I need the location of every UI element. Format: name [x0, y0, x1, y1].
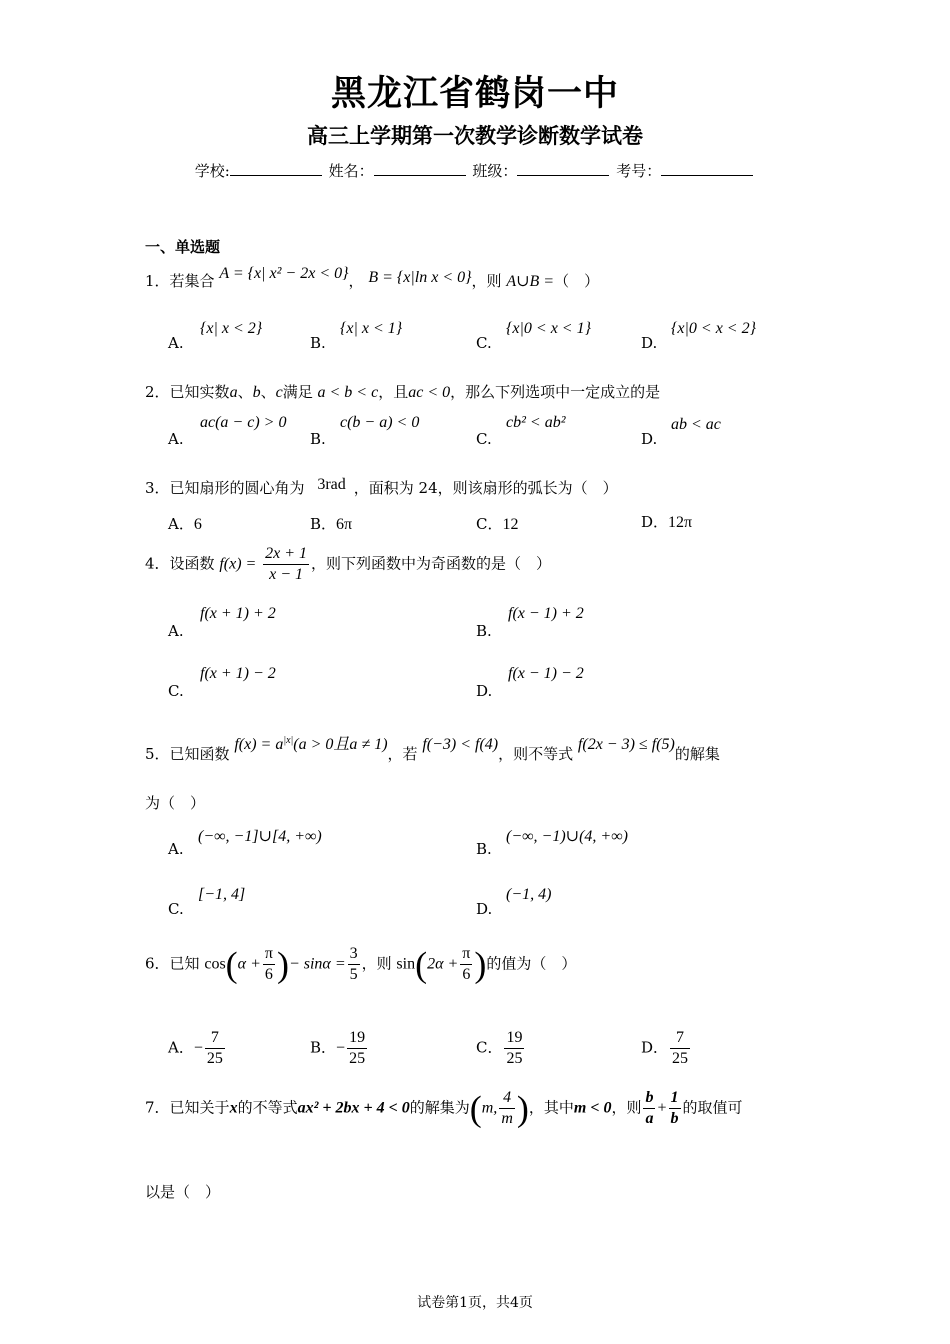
q5-option-d[interactable]: D. — [476, 900, 493, 918]
q4-option-b-content: f(x − 1) + 2 — [508, 605, 584, 622]
q1-option-a[interactable]: A. — [168, 334, 184, 352]
q5-option-c-content: [−1, 4] — [198, 886, 246, 903]
question-5-continued: 为（ ） — [145, 794, 206, 812]
q4-option-d-content: f(x − 1) − 2 — [508, 665, 584, 682]
q3-option-b[interactable]: B．6π — [310, 515, 353, 533]
q6-option-d[interactable]: D． $\frac{7}{25}$ — [641, 1029, 689, 1067]
q3-option-a[interactable]: A．6 — [168, 515, 202, 533]
q5-option-a-content: (−∞, −1]∪[4, +∞) — [198, 828, 322, 845]
page-footer: 试卷第1页，共4页 — [417, 1295, 533, 1311]
name-blank[interactable] — [374, 175, 466, 176]
school-blank[interactable] — [230, 175, 322, 176]
exam-number-blank[interactable] — [661, 175, 753, 176]
q2-option-a-content: ac(a − c) > 0 — [200, 414, 287, 431]
q2-option-b[interactable]: B. — [310, 430, 326, 448]
student-info-line — [0, 160, 950, 181]
q2-option-b-content: c(b − a) < 0 — [340, 414, 420, 431]
q4-option-c-content: f(x + 1) − 2 — [200, 665, 276, 682]
q3-option-c[interactable]: C．12 — [476, 515, 519, 533]
q4-option-d[interactable]: D. — [476, 682, 493, 700]
name-label: 姓名： — [328, 162, 374, 180]
q5-option-d-content: (−1, 4) — [506, 886, 552, 903]
section-title: 一、单选题 — [145, 238, 221, 256]
q1-option-b-content: {x| x < 1} — [340, 320, 403, 337]
question-2: 2．已知实数a、b、c满足 a < b < c，且ac < 0，那么下列选项中一定成立的是 — [145, 383, 661, 401]
q1-option-b[interactable]: B. — [310, 334, 326, 352]
q5-option-a[interactable]: A. — [168, 840, 184, 858]
school-label: 学校: — [194, 162, 230, 180]
question-7-continued: 以是（ ） — [145, 1183, 221, 1201]
q5-option-b[interactable]: B. — [476, 840, 492, 858]
question-5: 5．已知函数 $f(x) = a^{|x|}(a > 0$且a ≠ 1)，若 f(−3) < f(4)，则不等式 f(2x − 3) ≤ f(5)的解集 — [145, 735, 720, 763]
q2-option-c-content: cb² < ab² — [506, 414, 566, 431]
q1-option-c-content: {x|0 < x < 1} — [506, 320, 591, 337]
q5-option-c[interactable]: C. — [168, 900, 184, 918]
q4-option-c[interactable]: C. — [168, 682, 184, 700]
q7-one-over-b: $\frac{1}{b}$ — [670, 1089, 679, 1127]
class-label: 班级： — [472, 162, 518, 180]
q4-option-b[interactable]: B. — [476, 622, 492, 640]
q1-option-c[interactable]: C. — [476, 334, 492, 352]
q6-pi-over-6-b: $\frac{\pi}{6}$ — [462, 945, 471, 983]
q1-option-a-content: {x| x < 2} — [200, 320, 263, 337]
class-blank[interactable] — [517, 175, 609, 176]
q2-option-a[interactable]: A. — [168, 430, 184, 448]
question-1: 1．若集合 A = {x| x² − 2x < 0}， B = {x|ln x < 0}，则 A∪B =（ ） — [145, 265, 600, 290]
q6-option-a[interactable]: A．− $\frac{7}{25}$ — [168, 1029, 223, 1067]
q3-option-d[interactable]: D．12π — [641, 513, 693, 531]
exam-school-title: 黑龙江省鹤岗一中 — [330, 74, 619, 114]
question-7: 7．已知关于x的不等式ax² + 2bx + 4 < 0的解集为(m, $\frac{4}{m}$ )，其中m < 0，则 $\frac{b}{a}$ + $\frac{1}{b}$ 的取值可 — [145, 1088, 743, 1129]
q1-option-d[interactable]: D. — [641, 334, 658, 352]
q2-option-c[interactable]: C. — [476, 430, 492, 448]
q5-option-b-content: (−∞, −1)∪(4, +∞) — [506, 828, 628, 845]
q2-option-d[interactable]: D. — [641, 430, 658, 448]
q6-three-fifths: $\frac{3}{5}$ — [349, 945, 358, 983]
q4-fraction: $\frac{2x + 1}{x - 1}$ — [265, 545, 308, 583]
question-4: 4．设函数 f(x) = $\frac{2x + 1}{x - 1}$ ，则下列函数中为奇函数的是（ ） — [145, 545, 552, 583]
q6-option-c[interactable]: C． $\frac{19}{25}$ — [476, 1029, 523, 1067]
q7-b-over-a: $\frac{b}{a}$ — [645, 1089, 654, 1127]
exam-number-label: 考号： — [616, 162, 662, 180]
q6-pi-over-6-a: $\frac{\pi}{6}$ — [264, 945, 273, 983]
exam-subtitle: 高三上学期第一次教学诊断数学试卷 — [307, 124, 643, 148]
q2-option-d-content: ab < ac — [671, 416, 721, 433]
q1-option-d-content: {x|0 < x < 2} — [671, 320, 756, 337]
question-6: 6．已知 cos(α + $\frac{\pi}{6}$ )− sinα = $\frac{3}{5}$ ，则 sin(2α + $\frac{\pi}{6}$ )的值为（ ） — [145, 944, 577, 985]
q6-option-b[interactable]: B．− $\frac{19}{25}$ — [310, 1029, 366, 1067]
question-3: 3．已知扇形的圆心角为 3rad ，面积为 24，则该扇形的弧长为（ ） — [145, 476, 618, 497]
q4-option-a[interactable]: A. — [168, 622, 184, 640]
q7-four-over-m: $\frac{4}{m}$ — [501, 1089, 513, 1127]
q4-option-a-content: f(x + 1) + 2 — [200, 605, 276, 622]
